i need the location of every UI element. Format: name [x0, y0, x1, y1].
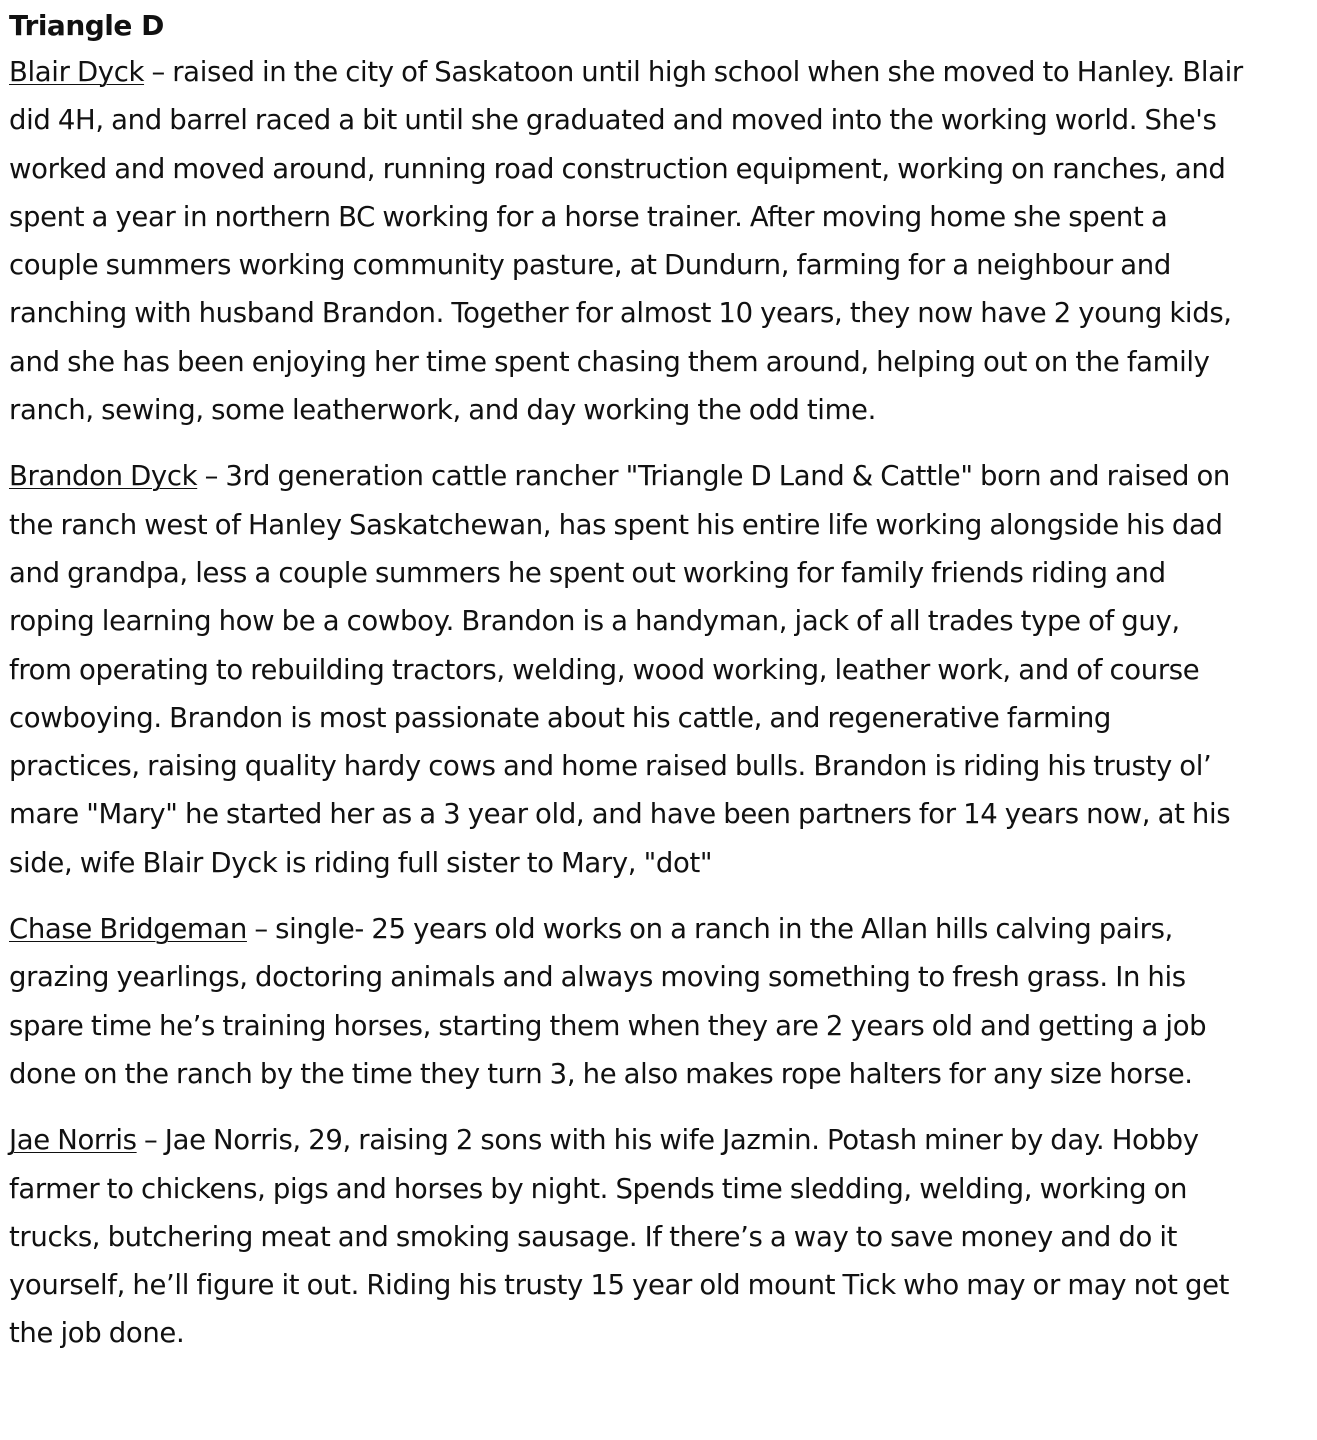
- member-name: Blair Dyck: [9, 56, 145, 88]
- member-description: – single- 25 years old works on a ranch in the Allan hills calving pairs, grazing yearlings, doctoring animals and always moving something to fresh grass. In his spare time he’s training horses, starting them when they are 2 years old and getting a job done on the ranch by the time they turn 3, he also makes rope halters for any size horse.: [9, 913, 1207, 1090]
- team-title: Triangle D: [9, 9, 164, 42]
- member-bio-chase: [9, 905, 1249, 1098]
- member-name: Chase Bridgeman: [9, 913, 247, 946]
- member-description: – 3rd generation cattle rancher "Triangle D Land & Cattle" born and raised on the ranch west of Hanley Saskatchewan, has spent his entire life working alongside his dad and grandpa, less a couple summers he spent out working for family friends riding and roping learning how be a cowboy. Brandon is a handyman, jack of all trades type of guy, from operating to rebuilding tractors, welding, wood working, leather work, and of course cowboying. Brandon is most passionate about his cattle, and regenerative farming practices, raising quality hardy cows and home raised bulls. Brandon is riding his trusty ol’ mare "Mary" he started her as a 3 year old, and have been partners for 14 years now, at his side, wife Blair Dyck is riding full sister to Mary, "dot": [9, 460, 1231, 879]
- member-description: – raised in the city of Saskatoon until high school when she moved to Hanley. Blair did 4H, and barrel raced a bit until she graduated and moved into the working world. She's worked and moved around, running road construction equipment, working on ranches, and spent a year in northern BC working for a horse trainer. After moving home she spent a couple summers working community pasture, at Dundurn, farming for a neighbour and ranching with husband Brandon. Together for almost 10 years, they now have 2 young kids, and she has been enjoying her time spent chasing them around, helping out on the family ranch, sewing, some leatherwork, and day working the odd time.: [9, 56, 1243, 427]
- member-name: Brandon Dyck: [9, 460, 198, 493]
- member-description: – Jae Norris, 29, raising 2 sons with his wife Jazmin. Potash miner by day. Hobby farmer to chickens, pigs and horses by night. Spends time sledding, welding, working on trucks, butchering meat and smoking sausage. If there’s a way to save money and do it yourself, he’ll figure it out. Riding his trusty 15 year old mount Tick who may or may not get the job done.: [9, 1124, 1230, 1350]
- member-bio-blair: [9, 48, 1249, 434]
- member-bio-jae: [9, 1116, 1249, 1357]
- member-bio-brandon: [9, 452, 1249, 887]
- member-name: Jae Norris: [9, 1124, 137, 1157]
- document-page: [9, 6, 1249, 1376]
